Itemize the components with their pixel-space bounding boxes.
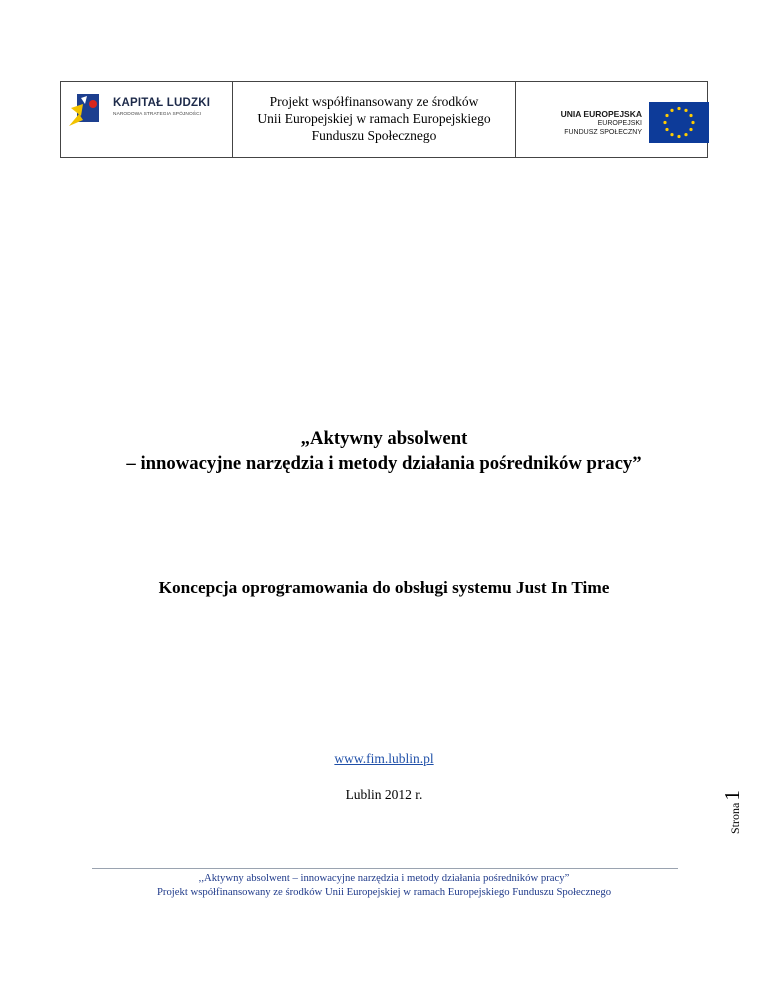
document-title-line2: – innowacyjne narzędzia i metody działania pośredników pracy” — [126, 453, 642, 474]
footer-line2: Projekt współfinansowany ze środków Unii Europejskiej w ramach Europejskiego Funduszu Społecznego — [156, 886, 612, 898]
document-title-line1: „Aktywny absolwent — [300, 428, 468, 449]
document-subtitle: Koncepcja oprogramowania do obsługi systemu Just In Time — [158, 578, 610, 597]
project-text — [257, 93, 490, 144]
eu-logo-line2: EUROPEJSKI — [597, 120, 642, 127]
page-number: 1 — [720, 790, 744, 801]
kapital-ludzki-emblem-icon — [69, 90, 105, 130]
header-box — [60, 81, 708, 158]
eu-logo — [516, 82, 707, 157]
project-text-line: Projekt współfinansowany ze środków — [269, 94, 479, 109]
project-text-line: Funduszu Społecznego — [311, 128, 437, 143]
kapital-ludzki-subtitle: NARODOWA STRATEGIA SPÓJNOŚCI — [113, 112, 202, 117]
eu-logo-line3: FUNDUSZ SPOŁECZNY — [564, 129, 642, 136]
footer-line1: ,,Aktywny absolwent – innowacyjne narzędzia i metody działania pośredników pracy” — [198, 872, 570, 884]
page-number-rotated — [720, 790, 745, 834]
page-label-text: Strona — [728, 802, 742, 834]
website-link[interactable]: www.fim.lublin.pl — [334, 751, 434, 766]
kapital-ludzki-title: KAPITAŁ LUDZKI — [113, 97, 211, 109]
eu-logo-line1: UNIA EUROPEJSKA — [560, 109, 642, 119]
project-text-line: Unii Europejskiej w ramach Europejskiego — [257, 111, 491, 126]
place-date: Lublin 2012 r. — [345, 787, 423, 802]
page-number-label — [716, 780, 750, 838]
project-text-cell — [233, 82, 516, 157]
footer-divider — [92, 868, 678, 869]
eu-flag-icon — [649, 102, 709, 143]
kapital-ludzki-logo — [61, 82, 233, 157]
eu-logo-text — [546, 109, 642, 137]
